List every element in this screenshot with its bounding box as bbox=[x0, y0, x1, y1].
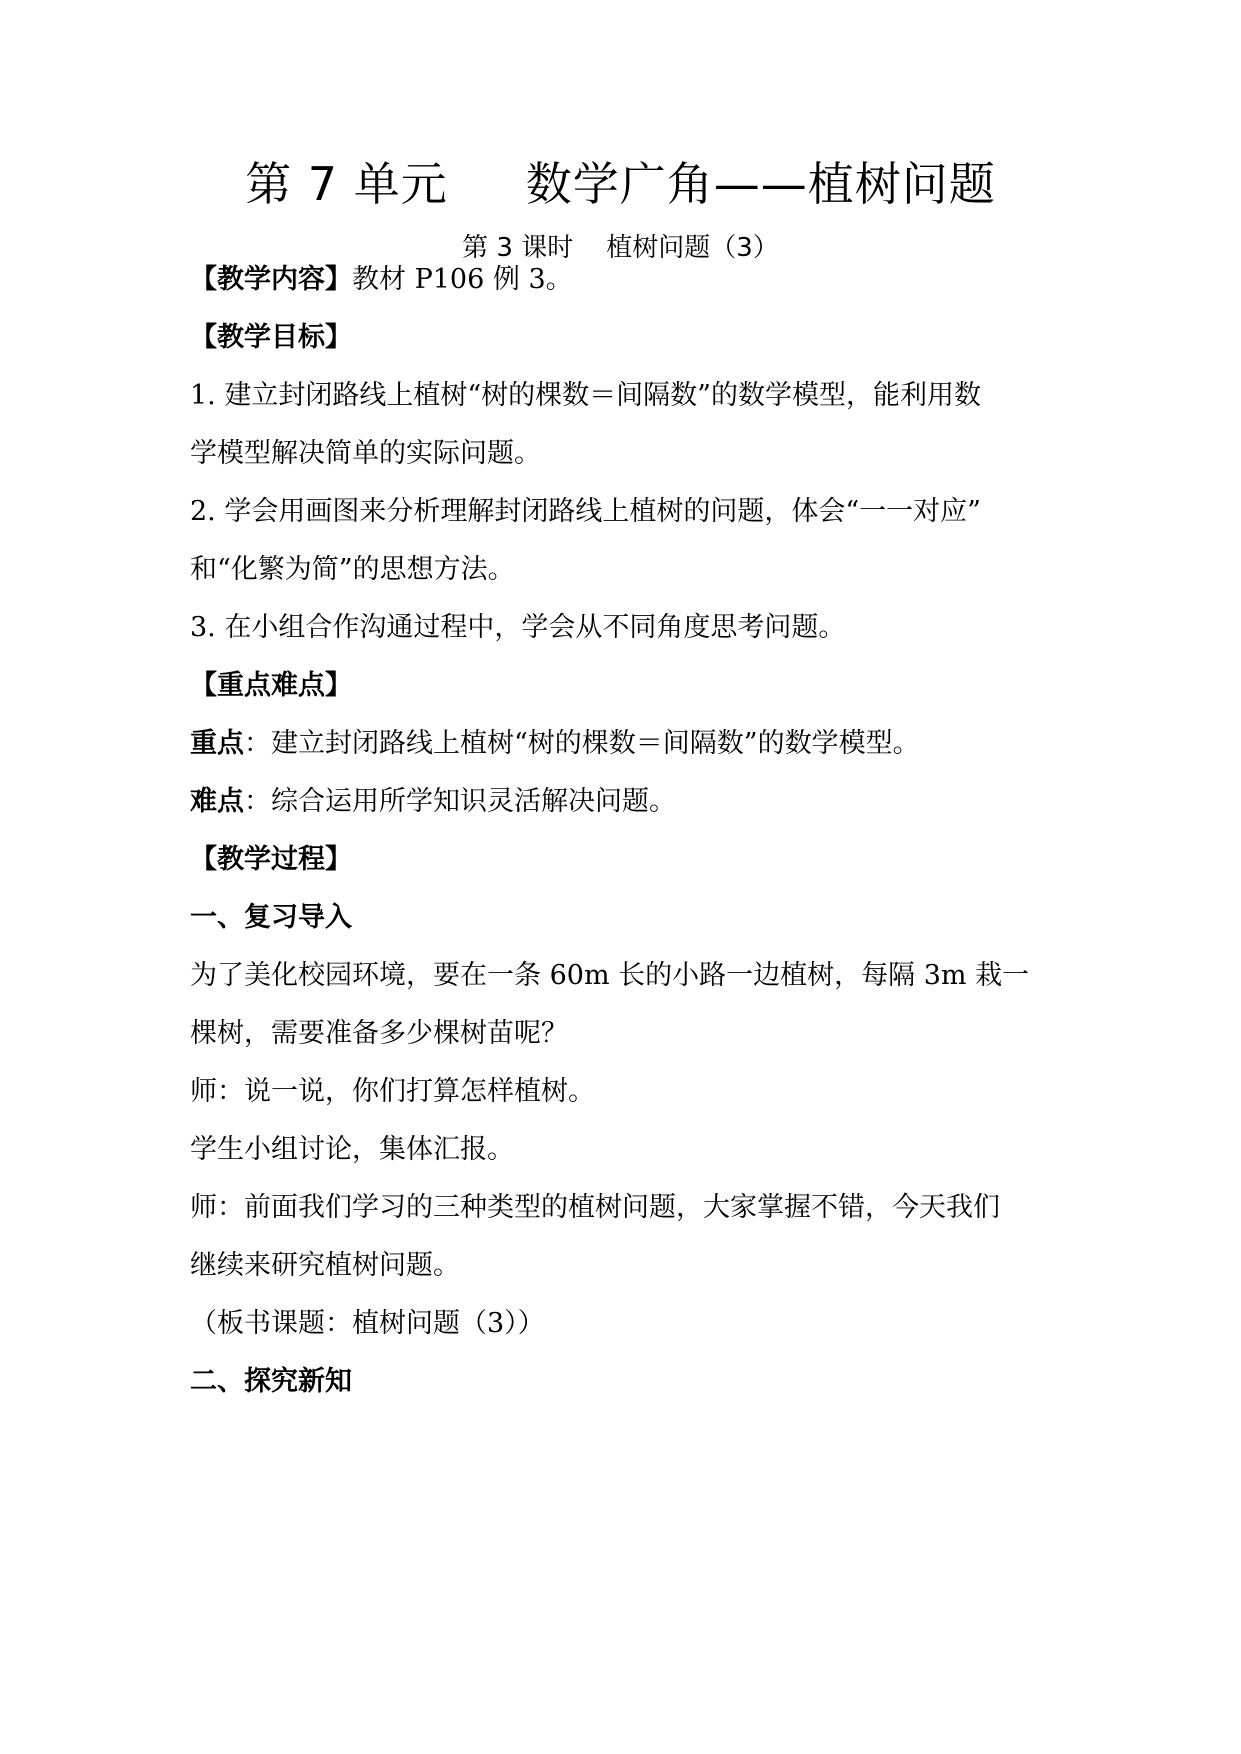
goal-1-line-2: 学模型解决简单的实际问题。 bbox=[190, 438, 541, 469]
goal-2-line-1: 2. 学会用画图来分析理解封闭路线上植树的问题，体会“一一对应” bbox=[190, 496, 981, 527]
process-heading: 【教学过程】 bbox=[190, 844, 352, 875]
teaching-content-label: 【教学内容】 bbox=[190, 264, 352, 295]
goal-2-line-2: 和“化繁为简”的思想方法。 bbox=[190, 554, 515, 585]
difficult-point-text: ：综合运用所学知识灵活解决问题。 bbox=[244, 786, 676, 817]
difficult-point-label: 难点 bbox=[190, 786, 244, 817]
document-title: 第 7 单元 数学广角——植树问题 bbox=[245, 157, 996, 211]
board-title-line: （板书课题：植树问题（3）） bbox=[190, 1308, 545, 1339]
review-line-2: 棵树，需要准备多少棵树苗呢？ bbox=[190, 1018, 568, 1049]
difficult-point-line bbox=[190, 782, 1070, 822]
section-1-heading: 一、复习导入 bbox=[190, 902, 352, 933]
goal-3: 3. 在小组合作沟通过程中，学会从不同角度思考问题。 bbox=[190, 612, 846, 643]
teacher-line-2a: 师：前面我们学习的三种类型的植树问题，大家掌握不错，今天我们 bbox=[190, 1192, 1000, 1223]
student-line: 学生小组讨论，集体汇报。 bbox=[190, 1134, 514, 1165]
key-point-text: ：建立封闭路线上植树“树的棵数＝间隔数”的数学模型。 bbox=[244, 728, 920, 759]
key-points-heading: 【重点难点】 bbox=[190, 670, 352, 701]
teaching-content-line bbox=[190, 260, 1070, 300]
key-point-label: 重点 bbox=[190, 728, 244, 759]
lesson-subtitle: 第 3 课时 植树问题（3） bbox=[462, 233, 779, 263]
goal-1-line-1: 1. 建立封闭路线上植树“树的棵数＝间隔数”的数学模型，能利用数 bbox=[190, 380, 981, 411]
goals-heading: 【教学目标】 bbox=[190, 322, 352, 353]
key-point-line bbox=[190, 724, 1070, 764]
teaching-content-text: 教材 P106 例 3。 bbox=[352, 264, 573, 295]
teacher-line-1: 师：说一说，你们打算怎样植树。 bbox=[190, 1076, 595, 1107]
review-line-1: 为了美化校园环境，要在一条 60m 长的小路一边植树，每隔 3m 栽一 bbox=[190, 960, 1030, 991]
teacher-line-2b: 继续来研究植树问题。 bbox=[190, 1250, 460, 1281]
section-2-heading: 二、探究新知 bbox=[190, 1366, 352, 1397]
